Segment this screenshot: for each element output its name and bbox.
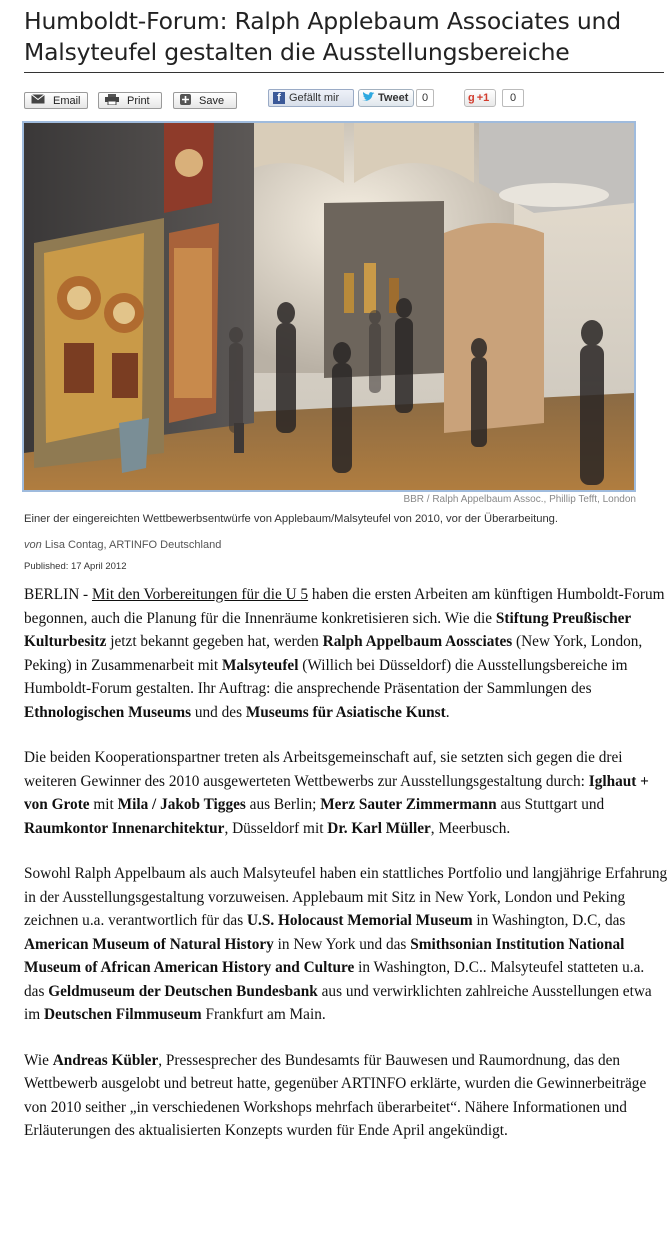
text-run: (New York, London, Peking) in Zusammenarbeit mit bbox=[24, 633, 643, 674]
photo-credit: BBR / Ralph Appelbaum Assoc., Phillip Tefft, London bbox=[403, 494, 636, 505]
u5-preparations-link[interactable]: Mit den Vorbereitungen für die U 5 bbox=[91, 586, 309, 603]
text-run: Sowohl Ralph Appelbaum als auch Malsyteufel haben ein stattliches Portfolio und langjährige Erfahrung in der Ausstellungsgestaltung vorzuweisen. Applebaum mit Sitz in New York, London und Peking zeichnen u.a. verantwortlich für das bbox=[24, 865, 668, 929]
text-run: jetzt bekannt gegeben hat, werden bbox=[106, 633, 323, 650]
twitter-bird-icon bbox=[362, 91, 375, 105]
headline-line-2: Malsyteufel gestalten die Ausstellungsbereiche bbox=[24, 38, 570, 66]
facebook-like-button[interactable] bbox=[268, 89, 354, 107]
save-button[interactable] bbox=[173, 92, 237, 109]
bold-term: Smithsonian Institution National Museum of African American History and Culture bbox=[24, 935, 625, 976]
email-label: Email bbox=[53, 94, 81, 107]
bold-term: Andreas Kübler bbox=[52, 1051, 159, 1069]
text-run: , Meerbusch. bbox=[430, 819, 511, 837]
google-plus-icon: g bbox=[468, 92, 475, 104]
print-button[interactable] bbox=[98, 92, 162, 109]
bold-term: Ralph Appelbaum Aossciates bbox=[322, 633, 513, 650]
paragraph-3 bbox=[24, 862, 668, 1027]
gplus-count: 0 bbox=[502, 89, 524, 107]
paragraph-1 bbox=[24, 583, 668, 724]
text-run: . bbox=[445, 703, 450, 721]
published-value: 17 April 2012 bbox=[71, 561, 127, 572]
text-run: BERLIN - bbox=[24, 586, 92, 603]
bold-term: Mila / Jakob Tigges bbox=[117, 796, 246, 813]
google-plus-one-button[interactable] bbox=[464, 89, 496, 107]
bold-term: Ethnologischen Museums bbox=[24, 703, 192, 721]
article-body bbox=[24, 583, 668, 1165]
facebook-like-label: Gefällt mir bbox=[289, 92, 340, 104]
article-headline bbox=[24, 6, 664, 68]
share-toolbar bbox=[24, 88, 664, 112]
text-run: Frankfurt am Main. bbox=[201, 1006, 326, 1023]
tweet-button[interactable] bbox=[358, 89, 414, 107]
text-run: , Düsseldorf mit bbox=[224, 819, 328, 837]
bold-term: Dr. Karl Müller bbox=[327, 819, 431, 837]
text-run: aus Stuttgart und bbox=[496, 796, 605, 813]
facebook-icon: f bbox=[273, 92, 285, 104]
bold-term: Geldmuseum der Deutschen Bundesbank bbox=[48, 982, 318, 1000]
text-run: aus Berlin; bbox=[245, 796, 321, 813]
gplus-label: +1 bbox=[476, 92, 490, 104]
text-run: in Washington, D.C.. Malsyteufel statteten u.a. das bbox=[24, 959, 645, 1000]
text-run: mit bbox=[89, 796, 118, 813]
text-run: und des bbox=[191, 703, 246, 721]
byline bbox=[24, 539, 221, 551]
published-label: Published: bbox=[24, 561, 69, 572]
published-date bbox=[24, 561, 126, 572]
photo-caption: Einer der eingereichten Wettbewerbsentwürfe von Applebaum/Malsyteufel von 2010, vor der Überarbeitung. bbox=[24, 513, 558, 525]
text-run: Die beiden Kooperationspartner treten als Arbeitsgemeinschaft auf, sie setzten sich gegen die drei weiteren Gewinner des 2010 ausgewerteten Wettbewerbs zur Ausstellungsgestaltung durch: bbox=[24, 749, 623, 790]
bold-term: U.S. Holocaust Memorial Museum bbox=[247, 912, 473, 929]
headline-divider bbox=[24, 72, 664, 73]
exhibition-rendering-image bbox=[24, 123, 634, 490]
text-run: aus und verwirklichten zahlreiche Ausstellungen etwa im bbox=[24, 982, 652, 1023]
envelope-icon bbox=[31, 94, 45, 107]
text-run: , Pressesprecher des Bundesamts für Bauwesen und Raumordnung, das den Wettbewerb ausgelobt und betreut hatte, gegenüber ARTINFO erklärte, wurden die Gewinnerbeiträge von 2010 seither „in verschiedenen Workshops mehrfach überarbeitet“. Nähere Informationen und Erläuterungen des aktualisierten Konzepts wurden für Ende April angekündigt. bbox=[24, 1051, 647, 1139]
tweet-label: Tweet bbox=[378, 92, 409, 104]
bold-term: Museums für Asiatische Kunst bbox=[245, 703, 446, 721]
byline-prefix: von bbox=[24, 539, 42, 551]
plus-icon bbox=[180, 94, 191, 108]
paragraph-4 bbox=[24, 1049, 668, 1143]
print-label: Print bbox=[127, 94, 150, 107]
text-run: haben die ersten Arbeiten am künftigen Humboldt-Forum begonnen, auch die Planung für die Innenräume konkretisieren sich. Wie die bbox=[24, 586, 665, 627]
text-run: Wie bbox=[24, 1051, 53, 1069]
bold-term: American Museum of Natural History bbox=[24, 935, 274, 953]
bold-term: Merz Sauter Zimmermann bbox=[320, 796, 497, 813]
tweet-count: 0 bbox=[416, 89, 434, 107]
printer-icon bbox=[105, 94, 119, 108]
text-run: (Willich bei Düsseldorf) die Ausstellungsbereiche im Humboldt-Forum gestalten. Ihr Auftrag: die ansprechende Präsentation der Sammlungen des bbox=[24, 656, 628, 697]
bold-term: Iglhaut + von Grote bbox=[24, 772, 649, 813]
text-run: in Washington, D.C, das bbox=[472, 912, 626, 929]
email-button[interactable] bbox=[24, 92, 88, 109]
headline-line-1: Humboldt-Forum: Ralph Applebaum Associates und bbox=[24, 7, 621, 35]
article-photo[interactable] bbox=[22, 121, 636, 492]
paragraph-2 bbox=[24, 746, 668, 840]
bold-term: Stiftung Preußischer Kulturbesitz bbox=[24, 609, 631, 650]
text-run: in New York und das bbox=[273, 935, 411, 953]
bold-term: Deutschen Filmmuseum bbox=[43, 1006, 202, 1023]
save-label: Save bbox=[199, 94, 225, 107]
bold-term: Malsyteufel bbox=[221, 656, 299, 674]
author-link[interactable]: Lisa Contag, ARTINFO Deutschland bbox=[44, 539, 222, 551]
bold-term: Raumkontor Innenarchitektur bbox=[24, 819, 225, 837]
